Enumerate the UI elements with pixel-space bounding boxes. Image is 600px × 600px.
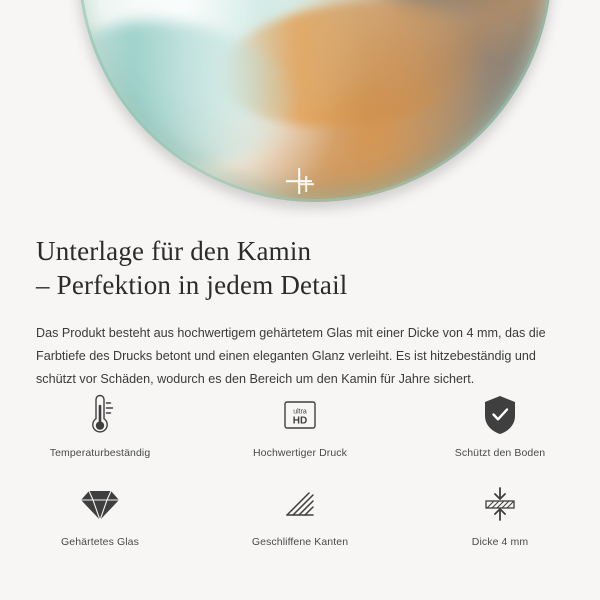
thickness-icon	[479, 481, 521, 527]
feature-label: Schützt den Boden	[454, 447, 546, 459]
diamond-icon	[77, 481, 123, 527]
feature-temperature-resistant	[0, 392, 200, 459]
hero-image	[0, 0, 600, 218]
description-paragraph: Das Produkt besteht aus hochwertigem gehärtetem Glas mit einer Dicke von 4 mm, das die Farbtiefe des Drucks betont und einen eleganten Glanz verleiht. Es ist hitzebeständig und schützt vor Schäden, wodurch es den Bereich um den Kamin für Jahre sichert.	[36, 326, 546, 386]
feature-label: Hochwertiger Druck	[253, 447, 347, 459]
feature-grid	[0, 392, 600, 548]
feature-thickness	[400, 481, 600, 548]
svg-text:HD: HD	[292, 415, 308, 427]
feature-label: Gehärtetes Glas	[61, 536, 139, 548]
ultra-hd-icon	[279, 392, 321, 438]
feature-label: Geschliffene Kanten	[251, 536, 349, 548]
feature-polished-edges	[200, 481, 400, 548]
headline-line-2: – Perfektion in jedem Detail	[36, 270, 348, 300]
feature-tempered-glass	[0, 481, 200, 548]
shield-check-icon	[479, 392, 521, 438]
polished-edges-icon	[279, 481, 321, 527]
feature-label: Temperaturbeständig	[49, 447, 151, 459]
thermometer-icon	[82, 392, 118, 438]
text-content	[0, 218, 600, 391]
glass-edge-rim	[78, 0, 552, 202]
svg-text:ultra: ultra	[293, 408, 307, 416]
glass-plate-product-image	[78, 0, 552, 202]
feature-protects-floor	[400, 392, 600, 459]
headline-line-1: Unterlage für den Kamin	[36, 236, 312, 266]
feature-label: Dicke 4 mm	[471, 536, 529, 548]
feature-high-quality-print	[200, 392, 400, 459]
page-title	[36, 234, 564, 302]
